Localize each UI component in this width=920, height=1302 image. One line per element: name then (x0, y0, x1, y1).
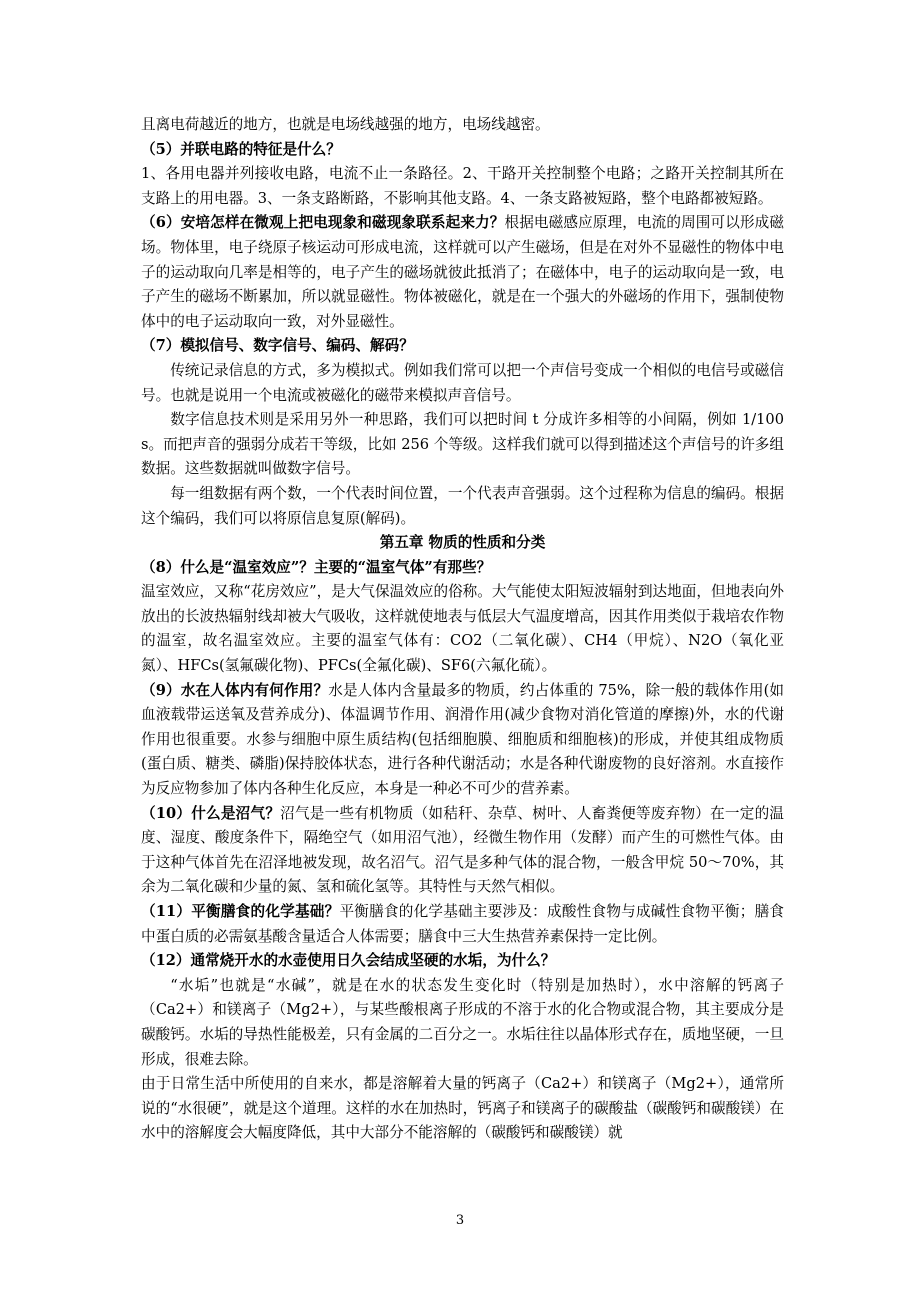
question-paragraph (141, 334, 784, 359)
answer-text: 平衡膳食的化学基础主要涉及：成酸性食物与成碱性食物平衡；膳食中蛋白质的必需氨基酸含量适合人体需要；膳食中三大生热营养素保持一定比例。 (141, 903, 784, 945)
page-content (141, 113, 784, 1146)
question-heading: （6）安培怎样在微观上把电现象和磁现象联系起来力？ (141, 214, 505, 232)
paragraph: 且离电荷越近的地方，也就是电场线越强的地方，电场线越密。 (141, 116, 550, 133)
question-heading: （9）水在人体内有何作用？ (141, 681, 329, 699)
question-heading: （8）什么是“温室效应”？主要的“温室气体”有那些？ (141, 558, 492, 576)
question-paragraph (141, 802, 784, 900)
question-heading: （7）模拟信号、数字信号、编码、解码？ (141, 337, 414, 355)
question-heading: （10）什么是沼气？ (141, 804, 281, 822)
page-number: 3 (455, 1213, 465, 1228)
answer-text: 根据电磁感应原理，电流的周围可以形成磁场。物体里，电子绕原子核运动可形成电流，这样就可以产生磁场，但是在对外不显磁性的物体中电子的运动取向几率是相等的，电子产生的磁场就彼此抵消了；在磁体中，电子的运动取向是一致，电子产生的磁场不断累加，所以就显磁性。物体被磁化，就是在一个强大的外磁场的作用下，强制使物体中的电子运动取向一致，对外显磁性。 (141, 214, 784, 330)
question-paragraph (141, 949, 784, 974)
question-paragraph (141, 138, 784, 163)
answer-text: 沼气是一些有机物质（如秸秆、杂草、树叶、人畜粪便等废弃物）在一定的温度、湿度、酸度条件下，隔绝空气（如用沼气池），经微生物作用（发酵）而产生的可燃性气体。由于这种气体首先在沼泽地被发现，故名沼气。沼气是多种气体的混合物，一般含甲烷 50～70%，其余为二氧化碳和少量的氮、氢和硫化氢等。其特性与天然气相似。 (141, 804, 784, 896)
paragraph: 温室效应，又称“花房效应”，是大气保温效应的俗称。大气能使太阳短波辐射到达地面，但地表向外放出的长波热辐射线却被大气吸收，这样就使地表与低层大气温度增高，因其作用类似于栽培农作物的温室，故名温室效应。主要的温室气体有：CO2（二氧化碳）、CH4（甲烷）、N2O（氧化亚氮）、HFCs(氢氟碳化物)、PFCs(全氟化碳)、SF6(六氟化硫）。 (141, 583, 784, 675)
indented-paragraph: “水垢”也就是“水碱”，就是在水的状态发生变化时（特别是加热时），水中溶解的钙离子（Ca2+）和镁离子（Mg2+），与某些酸根离子形成的不溶于水的化合物或混合物，其主要成分是碳酸钙。水垢的导热性能极差，只有金属的二百分之一。水垢往往以晶体形式存在，质地坚硬，一旦形成，很难去除。 (141, 976, 784, 1068)
paragraph: 由于日常生活中所使用的自来水，都是溶解着大量的钙离子（Ca2+）和镁离子（Mg2+），通常所说的“水很硬”，就是这个道理。这样的水在加热时，钙离子和镁离子的碳酸盐（碳酸钙和碳酸镁）在水中的溶解度会大幅度降低，其中大部分不能溶解的（碳酸钙和碳酸镁）就 (141, 1075, 784, 1142)
question-paragraph (141, 211, 784, 334)
indented-paragraph: 传统记录信息的方式，多为模拟式。例如我们常可以把一个声信号变成一个相似的电信号或磁信号。也就是说用一个电流或被磁化的磁带来模拟声音信号。 (141, 361, 784, 404)
paragraph: 1、各用电器并列接收电路，电流不止一条路径。2、干路开关控制整个电路；之路开关控制其所在支路上的用电器。3、一条支路断路，不影响其他支路。4、一条支路被短路，整个电路都被短路。 (141, 165, 784, 207)
indented-paragraph: 数字信息技术则是采用另外一种思路，我们可以把时间 t 分成许多相等的小间隔，例如 1/100 s。而把声音的强弱分成若干等级，比如 256 个等级。这样我们就可以得到描述这个声信号的许多组数据。这些数据就叫做数字信号。 (141, 411, 784, 478)
question-paragraph (141, 900, 784, 949)
question-heading: （5）并联电路的特征是什么？ (141, 140, 341, 158)
question-heading: （12）通常烧开水的水壶使用日久会结成坚硬的水垢，为什么？ (141, 952, 556, 970)
answer-text: 水是人体内含量最多的物质，约占体重的 75%，除一般的载体作用(如血液载带运送氧及营养成分)、体温调节作用、润滑作用(减少食物对消化管道的摩擦)外，水的代谢作用也很重要。水参与细胞中原生质结构(包括细胞膜、细胞质和细胞核)的形成，并使其组成物质(蛋白质、糖类、磷脂)保持胶体状态，进行各种代谢活动；水是各种代谢废物的良好溶剂。水直接作为反应物参加了体内各种生化反应，本身是一种必不可少的营养素。 (141, 681, 785, 798)
question-heading: （11）平衡膳食的化学基础？ (141, 903, 340, 920)
chapter-heading: 第五章 物质的性质和分类 (379, 534, 546, 552)
question-paragraph (141, 556, 784, 581)
question-paragraph (141, 679, 784, 802)
indented-paragraph: 每一组数据有两个数，一个代表时间位置，一个代表声音强弱。这个过程称为信息的编码。根据这个编码，我们可以将原信息复原(解码)。 (141, 484, 784, 527)
